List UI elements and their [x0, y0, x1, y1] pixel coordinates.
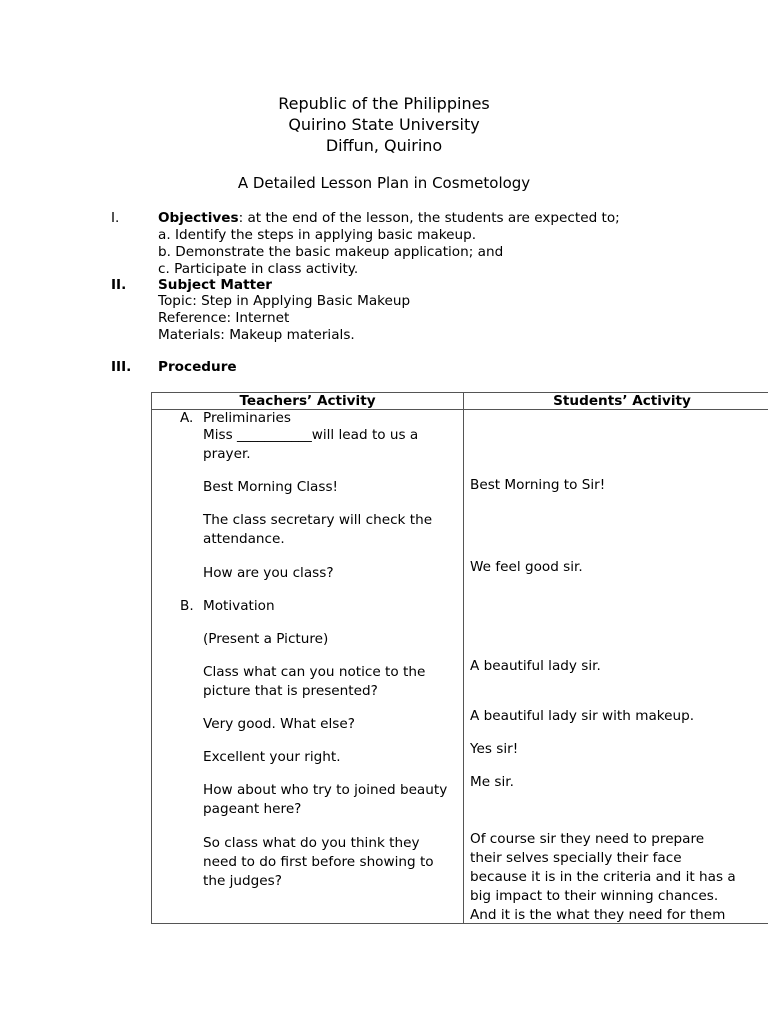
section-2-numeral: II.	[111, 277, 127, 293]
student-line: because it is in the criteria and it has a	[470, 869, 736, 885]
header-line-republic: Republic of the Philippines	[278, 94, 490, 113]
student-line: Best Morning to Sir!	[470, 477, 606, 493]
teachers-activity-cell	[152, 410, 464, 924]
teacher-line: the judges?	[203, 873, 282, 889]
header-line-university: Quirino State University	[288, 115, 480, 134]
motivation-label: Motivation	[203, 598, 275, 614]
students-activity-cell	[464, 410, 768, 924]
teachers-activity-header: Teachers’ Activity	[152, 393, 464, 410]
student-line: And it is the what they need for them	[470, 907, 726, 923]
section-3-heading: Procedure	[158, 359, 237, 375]
table-row	[152, 410, 768, 924]
section-3-numeral: III.	[111, 359, 132, 375]
teacher-line: picture that is presented?	[203, 683, 378, 699]
teacher-line: The class secretary will check the	[203, 512, 433, 528]
header-line-location: Diffun, Quirino	[325, 136, 443, 155]
student-line: big impact to their winning chances.	[470, 888, 719, 904]
list-marker-a: A.	[180, 410, 194, 426]
section-1-heading: Objectives	[158, 210, 239, 226]
teacher-line: How are you class?	[203, 565, 334, 581]
objective-item: a. Identify the steps in applying basic makeup.	[158, 227, 477, 243]
student-line: Of course sir they need to prepare	[470, 831, 705, 847]
student-line: A beautiful lady sir with makeup.	[470, 708, 695, 724]
teacher-line: need to do first before showing to	[203, 854, 434, 870]
objective-item: b. Demonstrate the basic makeup application; and	[158, 244, 504, 260]
teacher-line: Class what can you notice to the	[203, 664, 426, 680]
teacher-line: prayer.	[203, 446, 251, 462]
section-1-numeral: I.	[111, 210, 120, 226]
section-1-intro: : at the end of the lesson, the students are expected to;	[238, 210, 620, 226]
subject-topic: Topic: Step in Applying Basic Makeup	[158, 293, 411, 309]
student-line: their selves specially their face	[470, 850, 682, 866]
objective-item: c. Participate in class activity.	[158, 261, 359, 277]
teacher-line: Excellent your right.	[203, 749, 341, 765]
teacher-line: Best Morning Class!	[203, 479, 338, 495]
teacher-line: Very good. What else?	[203, 716, 355, 732]
student-line: A beautiful lady sir.	[470, 658, 601, 674]
section-1-heading-line	[158, 210, 620, 226]
procedure-table	[151, 392, 768, 924]
teacher-line: attendance.	[203, 531, 285, 547]
teacher-line: Miss ___________will lead to us a	[203, 427, 419, 443]
document-title: A Detailed Lesson Plan in Cosmetology	[237, 174, 531, 192]
teacher-line: pageant here?	[203, 801, 302, 817]
students-activity-header: Students’ Activity	[464, 393, 768, 410]
subject-reference: Reference: Internet	[158, 310, 290, 326]
teacher-line: So class what do you think they	[203, 835, 420, 851]
teacher-line: (Present a Picture)	[203, 631, 329, 647]
section-2-heading: Subject Matter	[158, 277, 272, 293]
table-header-row	[152, 393, 768, 410]
student-line: Me sir.	[470, 774, 514, 790]
teacher-line: How about who try to joined beauty	[203, 782, 448, 798]
preliminaries-label: Preliminaries	[203, 410, 291, 426]
student-line: Yes sir!	[470, 741, 519, 757]
student-line: We feel good sir.	[470, 559, 583, 575]
list-marker-b: B.	[180, 598, 194, 614]
subject-materials: Materials: Makeup materials.	[158, 327, 355, 343]
